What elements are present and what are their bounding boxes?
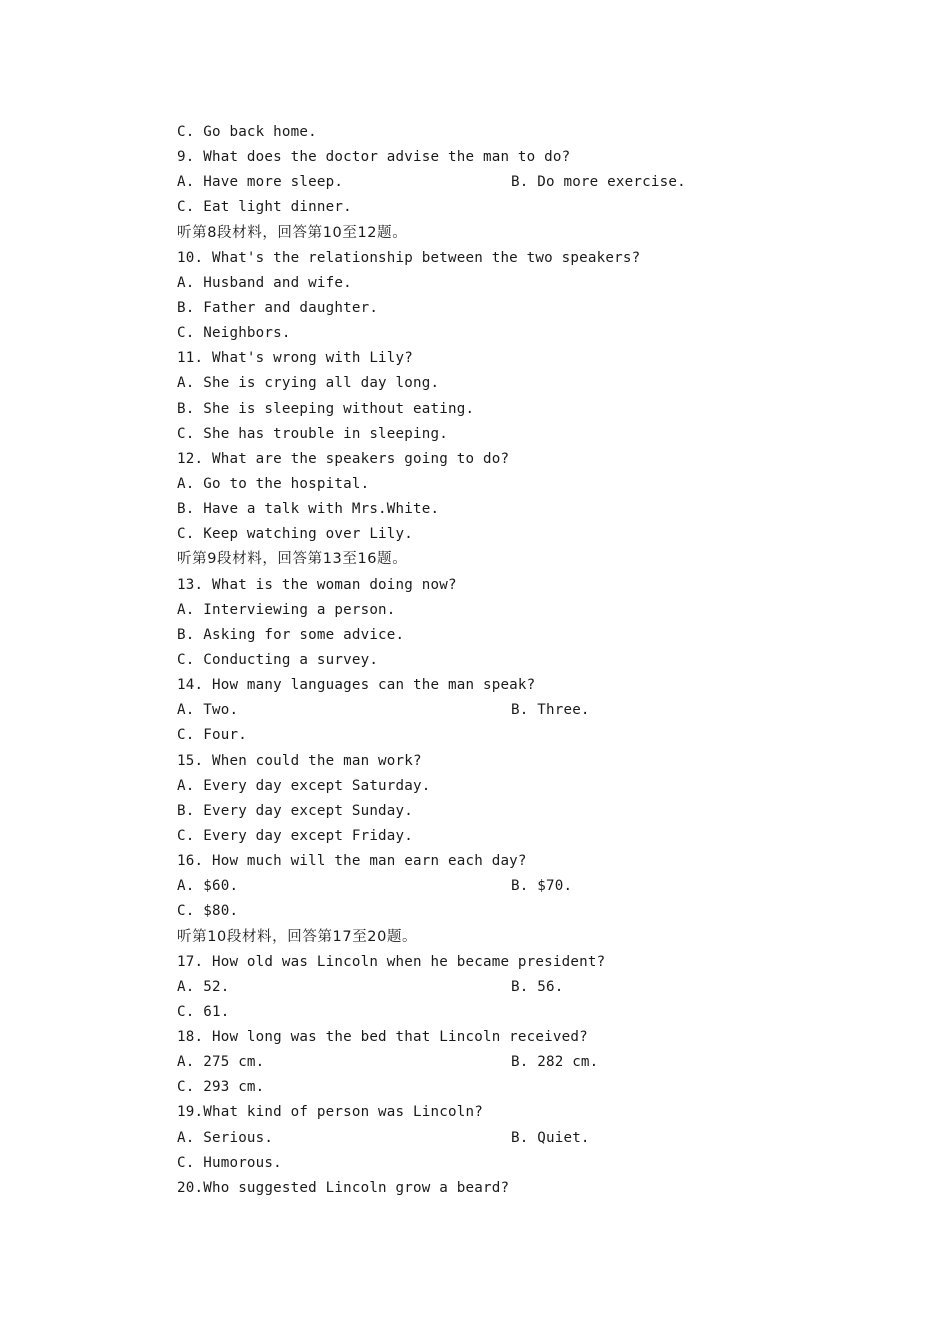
question-text [177, 246, 897, 271]
answer-option: A. 275 cm. [177, 1054, 265, 1071]
question-text [177, 849, 897, 874]
answer-option [177, 271, 897, 296]
answer-option-text: C. Go back home. [177, 124, 317, 140]
question-text-text: 9. What does the doctor advise the man to do? [177, 149, 571, 166]
answer-option [177, 1151, 897, 1176]
section-heading-text: 听第8段材料，回答第10至12题。 [177, 224, 408, 241]
answer-option: A. Two. [177, 702, 239, 719]
answer-option: B. Quiet. [511, 1129, 590, 1146]
answer-option-row [177, 1126, 897, 1151]
question-text [177, 749, 897, 774]
question-text [177, 346, 897, 371]
answer-option [177, 648, 897, 673]
answer-option-text: B. Have a talk with Mrs.White. [177, 501, 440, 518]
question-text-text: 13. What is the woman doing now? [177, 576, 457, 593]
question-text-text: 14. How many languages can the man speak? [177, 677, 536, 694]
answer-option-text: C. Eat light dinner. [177, 199, 352, 216]
answer-option-row [177, 170, 897, 195]
question-text-text: 17. How old was Lincoln when he became president? [177, 953, 606, 970]
answer-option-row [177, 975, 897, 1000]
answer-option [177, 472, 897, 497]
question-text [177, 1100, 897, 1125]
answer-option [177, 1075, 897, 1100]
answer-option-text: C. 293 cm. [177, 1079, 265, 1096]
answer-option: A. $60. [177, 878, 239, 895]
answer-option-text: B. She is sleeping without eating. [177, 400, 475, 417]
answer-option: A. 52. [177, 978, 230, 995]
question-text-text: 12. What are the speakers going to do? [177, 450, 510, 467]
section-heading [177, 925, 897, 950]
answer-option [177, 774, 897, 799]
question-text-text: 18. How long was the bed that Lincoln received? [177, 1029, 588, 1046]
answer-option-text: C. Humorous. [177, 1154, 282, 1171]
answer-option [177, 296, 897, 321]
answer-option-text: C. Conducting a survey. [177, 651, 379, 668]
answer-option-text: B. Asking for some advice. [177, 626, 405, 643]
section-heading [177, 547, 897, 572]
answer-option [177, 120, 897, 145]
question-text [177, 1025, 897, 1050]
answer-option: A. Serious. [177, 1129, 274, 1146]
answer-option-row [177, 1050, 897, 1075]
answer-option [177, 1000, 897, 1025]
answer-option-row [177, 698, 897, 723]
question-text [177, 573, 897, 598]
answer-option-text: A. Go to the hospital. [177, 475, 370, 492]
answer-option [177, 422, 897, 447]
answer-option-text: C. Keep watching over Lily. [177, 526, 414, 543]
question-text-text: 19.What kind of person was Lincoln? [177, 1104, 483, 1121]
answer-option: B. $70. [511, 878, 573, 895]
section-heading-text: 听第10段材料，回答第17至20题。 [177, 928, 418, 945]
answer-option [177, 723, 897, 748]
answer-option-text: A. She is crying all day long. [177, 375, 440, 392]
section-heading-text: 听第9段材料，回答第13至16题。 [177, 551, 408, 568]
question-text-text: 16. How much will the man earn each day? [177, 853, 527, 870]
answer-option [177, 623, 897, 648]
answer-option: B. 56. [511, 978, 564, 995]
answer-option: B. Three. [511, 702, 590, 719]
answer-option-text: C. Every day except Friday. [177, 827, 414, 844]
answer-option [177, 195, 897, 220]
answer-option [177, 899, 897, 924]
answer-option-text: C. 61. [177, 1003, 230, 1020]
question-text-text: 15. When could the man work? [177, 752, 422, 769]
question-text [177, 950, 897, 975]
answer-option-text: B. Every day except Sunday. [177, 802, 414, 819]
answer-option-text: C. She has trouble in sleeping. [177, 425, 448, 442]
answer-option-text: C. Neighbors. [177, 325, 291, 342]
answer-option [177, 371, 897, 396]
answer-option [177, 824, 897, 849]
answer-option: A. Have more sleep. [177, 174, 344, 191]
question-text-text: 10. What's the relationship between the two speakers? [177, 249, 641, 266]
answer-option [177, 397, 897, 422]
question-text [177, 1176, 897, 1201]
answer-option-text: B. Father and daughter. [177, 299, 379, 316]
answer-option-text: A. Interviewing a person. [177, 601, 396, 618]
answer-option-text: A. Husband and wife. [177, 274, 352, 291]
question-text-text: 11. What's wrong with Lily? [177, 350, 414, 367]
question-text [177, 145, 897, 170]
question-text-text: 20.Who suggested Lincoln grow a beard? [177, 1179, 510, 1196]
question-text [177, 673, 897, 698]
answer-option [177, 522, 897, 547]
answer-option [177, 598, 897, 623]
answer-option-text: C. $80. [177, 903, 239, 920]
section-heading [177, 221, 897, 246]
answer-option: B. Do more exercise. [511, 174, 686, 191]
answer-option-text: A. Every day except Saturday. [177, 777, 431, 794]
answer-option: B. 282 cm. [511, 1054, 599, 1071]
answer-option [177, 799, 897, 824]
answer-option [177, 321, 897, 346]
question-text [177, 447, 897, 472]
document-page [177, 120, 897, 1201]
answer-option-row [177, 874, 897, 899]
answer-option-text: C. Four. [177, 727, 247, 744]
answer-option [177, 497, 897, 522]
